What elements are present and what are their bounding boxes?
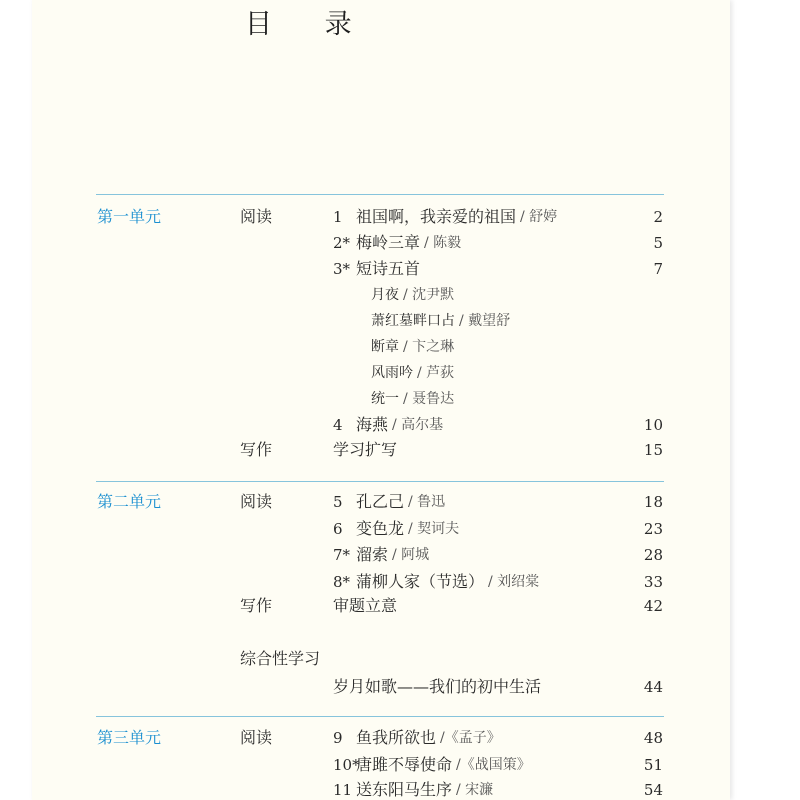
entry-author: / 契诃夫 <box>408 521 460 537</box>
entry-number: 7* <box>333 546 351 564</box>
entry-number: 11 <box>333 781 353 799</box>
page-title: 目 录 <box>245 9 374 40</box>
sub-entry-author: / 戴望舒 <box>459 313 511 329</box>
entry-number: 1 <box>333 208 343 226</box>
sub-entry-author: / 芦荻 <box>417 365 455 381</box>
entry-author: / 阿城 <box>392 547 430 563</box>
page-number: 5 <box>653 234 663 252</box>
unit-divider <box>96 481 664 482</box>
page-number: 2 <box>653 208 663 226</box>
unit-label: 第二单元 <box>97 492 162 511</box>
entry-number: 6 <box>333 520 343 538</box>
sub-entry-author: / 沈尹默 <box>403 287 455 303</box>
sub-entry-author: / 卞之琳 <box>403 339 455 355</box>
unit-divider <box>96 194 664 195</box>
page-number: 48 <box>643 729 663 747</box>
sub-entry-author: / 聂鲁达 <box>403 391 455 407</box>
section-label: 阅读 <box>240 492 273 511</box>
entry-title: 岁月如歌——我们的初中生活 <box>333 677 542 696</box>
page-number: 28 <box>643 546 663 564</box>
page-number: 42 <box>643 597 663 615</box>
entry-author: /《战国策》 <box>456 757 531 773</box>
entry-number: 10* <box>333 756 360 774</box>
page-number: 18 <box>643 493 663 511</box>
entry-title: 鱼我所欲也 <box>356 728 437 747</box>
entry-author: / 陈毅 <box>424 235 462 251</box>
entry-number: 9 <box>333 729 343 747</box>
entry-number: 5 <box>333 493 343 511</box>
entry-title: 孔乙己 <box>356 492 405 511</box>
entry-title: 蒲柳人家（节选） <box>356 572 485 591</box>
entry-author: / 舒婷 <box>520 209 558 225</box>
entry-title: 祖国啊，我亲爱的祖国 <box>356 207 517 226</box>
sub-entry-title: 萧红墓畔口占 <box>371 313 455 329</box>
unit-label: 第三单元 <box>97 728 162 747</box>
entry-title: 唐雎不辱使命 <box>356 755 453 774</box>
page-number: 23 <box>643 520 663 538</box>
section-label: 阅读 <box>240 207 273 226</box>
section-label: 写作 <box>240 596 273 615</box>
sub-entry-title: 统一 <box>371 391 399 407</box>
section-label: 写作 <box>240 440 273 459</box>
sub-entry-title: 风雨吟 <box>371 365 413 381</box>
entry-title: 梅岭三章 <box>356 233 421 252</box>
unit-divider <box>96 716 664 717</box>
unit-label: 第一单元 <box>97 207 162 226</box>
section-label: 阅读 <box>240 728 273 747</box>
entry-number: 2* <box>333 234 351 252</box>
page-number: 54 <box>643 781 663 799</box>
entry-author: / 鲁迅 <box>408 494 446 510</box>
entry-title: 溜索 <box>356 545 389 564</box>
sub-entry-title: 月夜 <box>371 287 399 303</box>
entry-author: / 宋濂 <box>456 782 494 798</box>
page-number: 10 <box>643 416 663 434</box>
entry-number: 4 <box>333 416 343 434</box>
page-number: 33 <box>643 573 663 591</box>
page-number: 15 <box>643 441 663 459</box>
entry-title: 审题立意 <box>333 596 398 615</box>
entry-title: 学习扩写 <box>333 440 398 459</box>
entry-title: 海燕 <box>356 415 389 434</box>
page-number: 44 <box>643 678 663 696</box>
entry-author: / 刘绍棠 <box>488 574 540 590</box>
entry-title: 短诗五首 <box>356 259 421 278</box>
entry-number: 3* <box>333 260 351 278</box>
page-number: 7 <box>653 260 663 278</box>
entry-number: 8* <box>333 573 351 591</box>
entry-author: / 高尔基 <box>392 417 444 433</box>
entry-title: 变色龙 <box>356 519 405 538</box>
sub-entry-title: 断章 <box>371 339 399 355</box>
section-label: 综合性学习 <box>240 649 321 668</box>
entry-title: 送东阳马生序 <box>356 780 453 799</box>
page-number: 51 <box>643 756 663 774</box>
entry-author: /《孟子》 <box>440 730 501 746</box>
